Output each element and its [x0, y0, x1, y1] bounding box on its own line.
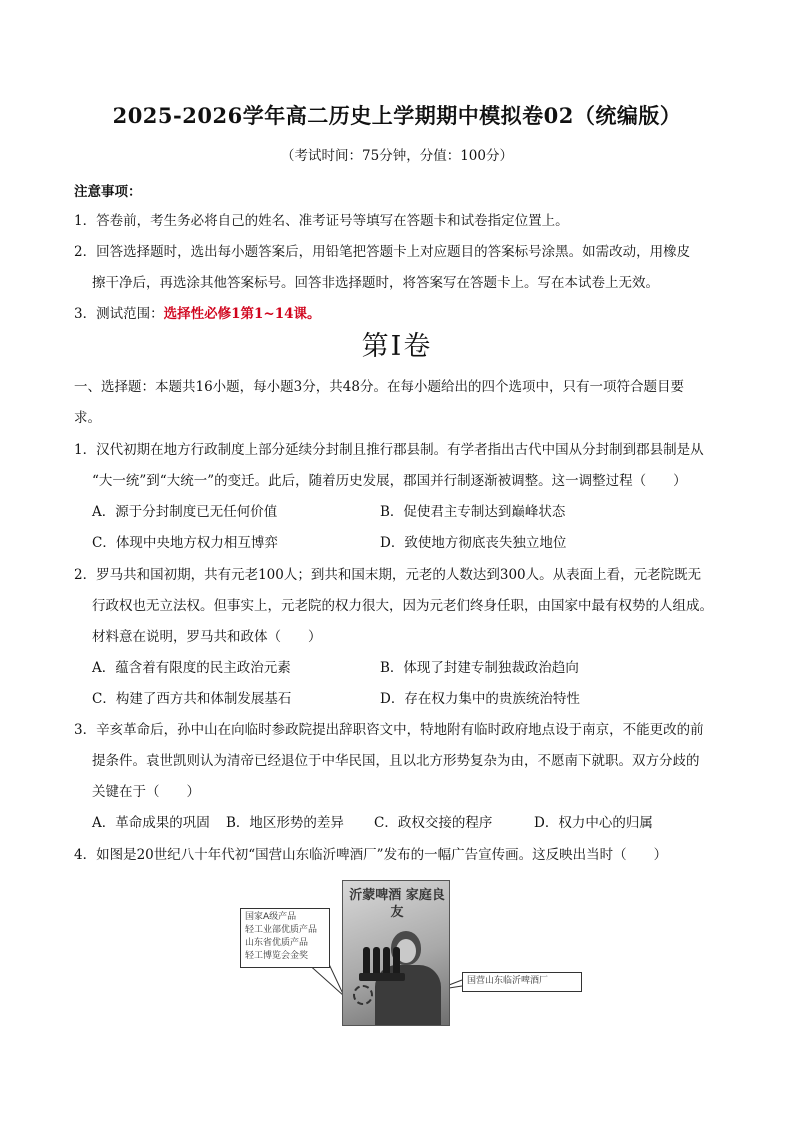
question-1-option-c: C．体现中央地方权力相互博弈: [92, 535, 278, 551]
note-item-3: [74, 302, 320, 322]
advertisement-figure: [236, 876, 576, 1031]
question-3-option-b: B．地区形势的差异: [226, 815, 344, 831]
note-item-3-prefix: 3．测试范围：: [74, 306, 164, 322]
question-2-line-3: 材料意在说明，罗马共和政体（ ）: [92, 629, 322, 645]
question-1-option-a: A．源于分封制度已无任何价值: [92, 504, 278, 520]
callout-awards: [240, 908, 330, 968]
callout-award-line: 轻工业部优质产品: [245, 925, 318, 935]
callout-factory: 国营山东临沂啤酒厂: [462, 972, 582, 992]
factory-emblem-icon: [353, 985, 373, 1005]
volume-title: 第Ⅰ卷: [361, 331, 433, 362]
page-title: 2025-2026学年高二历史上学期期中模拟卷02（统编版）: [112, 103, 682, 128]
note-item-1: 1．答卷前，考生务必将自己的姓名、准考证号等填写在答题卡和试卷指定位置上。: [74, 213, 569, 229]
poster-photo: [342, 880, 450, 1026]
question-3-option-c: C．政权交接的程序: [374, 815, 493, 831]
question-3-option-a: A．革命成果的巩固: [92, 815, 210, 831]
beer-bottle: [383, 947, 390, 975]
question-2-line-2: 行政权也无立法权。但事实上，元老院的权力很大，因为元老们终身任职，由国家中最有权势的人组成。: [92, 598, 713, 614]
beer-bottle: [363, 947, 370, 975]
test-scope: 选择性必修1第1~14课。: [163, 306, 321, 322]
section-intro-line-1: 一、选择题：本题共16小题，每小题3分，共48分。在每小题给出的四个选项中，只有一项符合题目要: [74, 379, 684, 395]
poster-banner: 沂蒙啤酒 家庭良友: [349, 888, 445, 920]
question-1-line-2: “大一统”到“大统一”的变迁。此后，随着历史发展，郡国并行制逐渐被调整。这一调整过程（ ）: [92, 473, 687, 489]
question-1-option-b: B．促使君主专制达到巅峰状态: [380, 504, 566, 520]
beer-bottle: [393, 947, 400, 975]
section-intro-line-2: 求。: [74, 410, 101, 426]
question-2-option-d: D．存在权力集中的贵族统治特性: [380, 691, 580, 707]
question-1-line-1: 1．汉代初期在地方行政制度上部分延续分封制且推行郡县制。有学者指出古代中国从分封制到郡县制是从: [74, 442, 704, 458]
question-1-option-d: D．致使地方彻底丧失独立地位: [380, 535, 567, 551]
question-3-line-1: 3．辛亥革命后，孙中山在向临时参政院提出辞职咨文中，特地附有临时政府地点设于南京，不能更改的前: [74, 722, 704, 738]
serving-tray: [359, 973, 405, 981]
note-item-2-line-2: 擦干净后，再选涂其他答案标号。回答非选择题时，将答案写在答题卡上。写在本试卷上无效。: [92, 275, 659, 291]
question-4-line-1: 4．如图是20世纪八十年代初“国营山东临沂啤酒厂”发布的一幅广告宣传画。这反映出当时（ ）: [74, 847, 668, 863]
notes-heading: 注意事项：: [74, 184, 142, 200]
question-3-line-3: 关键在于（ ）: [92, 784, 200, 800]
question-2-option-a: A．蕴含着有限度的民主政治元素: [92, 660, 291, 676]
callout-award-line: 山东省优质产品: [245, 938, 309, 948]
question-2-line-1: 2．罗马共和国初期，共有元老100人；到共和国末期，元老的人数达到300人。从表面上看，元老院既无: [74, 567, 702, 583]
note-item-2-line-1: 2．回答选择题时，选出每小题答案后，用铅笔把答题卡上对应题目的答案标号涂黑。如需改动，用橡皮: [74, 244, 691, 260]
question-3-option-d: D．权力中心的归属: [534, 815, 653, 831]
question-2-option-c: C．构建了西方共和体制发展基石: [92, 691, 292, 707]
question-2-option-b: B．体现了封建专制独裁政治趋向: [380, 660, 579, 676]
beer-bottle: [373, 947, 380, 975]
question-3-line-2: 提条件。袁世凯则认为清帝已经退位于中华民国，且以北方形势复杂为由，不愿南下就职。双方分歧的: [92, 753, 700, 769]
callout-award-line: 国家A级产品: [245, 912, 297, 922]
callout-award-line: 轻工博览会金奖: [245, 951, 309, 961]
exam-info: （考试时间：75分钟，分值：100分）: [281, 148, 513, 164]
